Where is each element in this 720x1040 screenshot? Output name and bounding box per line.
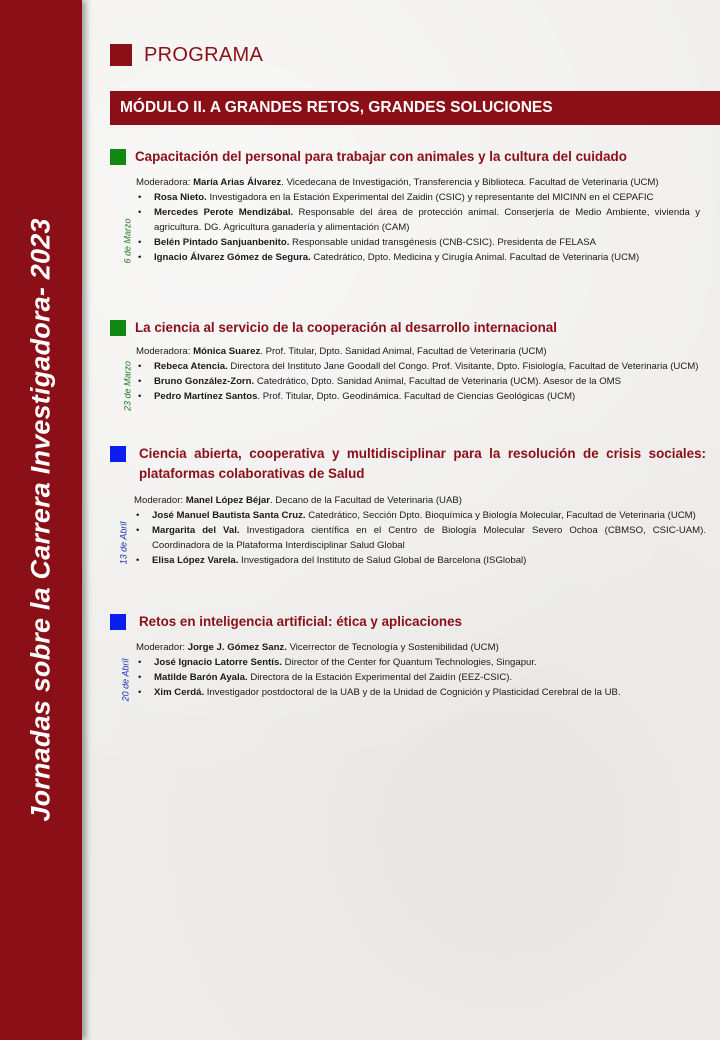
session-4 [110, 612, 700, 700]
session-date: 6 de Marzo [122, 218, 133, 264]
session-date: 13 de Abril [118, 521, 129, 565]
moderator-name: Jorge J. Gómez Sanz. [187, 642, 287, 653]
green-square-icon [110, 149, 126, 165]
moderator-line: Moderadora: Mónica Suarez. Prof. Titular, Dpto. Sanidad Animal, Facultad de Veterinaria (UCM) [136, 346, 547, 357]
event-title: Jornadas sobre la Carrera Investigadora- 2023 [25, 218, 56, 822]
moderator-name: María Arias Álvarez [193, 177, 282, 188]
session-3 [110, 444, 706, 568]
speaker-item: • Xim Cerdá. Investigador postdoctoral de la UAB y de la Unidad de Cognición y Plasticidad Cerebral de la UB. [136, 685, 700, 700]
speaker-list [134, 508, 706, 568]
module-title-bar [110, 91, 720, 125]
session-title: Ciencia abierta, cooperativa y multidisciplinar para la resolución de crisis sociales: plataformas colaborativas de Salud [139, 446, 706, 481]
programa-label: PROGRAMA [144, 43, 264, 66]
side-band [0, 0, 82, 1040]
session-date: 20 de Abril [120, 658, 131, 702]
moderator-line: Moderador: Manel López Béjar. Decano de la Facultad de Veterinaria (UAB) [134, 495, 462, 506]
speaker-list [136, 359, 700, 404]
speaker-list [136, 190, 700, 265]
speaker-item: • Mercedes Perote Mendizábal. Responsable del área de protección animal. Conserjería de Medio Ambiente, vivienda y agricultura. DG. Agricultura ganadería y alimentación (CAM) [136, 205, 700, 235]
blue-square-icon [110, 614, 126, 630]
speaker-item: • José Ignacio Latorre Sentís. Director of the Center for Quantum Technologies, Singapur. [136, 655, 700, 670]
speaker-list [136, 655, 700, 700]
speaker-item: • Rebeca Atencia. Directora del Instituto Jane Goodall del Congo. Prof. Visitante, Dpto. Fisiología, Facultad de Veterinaria (UCM) [136, 359, 700, 374]
moderator-line: Moderador: Jorge J. Gómez Sanz. Vicerrector de Tecnología y Sostenibilidad (UCM) [136, 642, 499, 653]
green-square-icon [110, 320, 126, 336]
moderator-line: Moderadora: María Arias Álvarez. Vicedecana de Investigación, Transferencia y Biblioteca. Facultad de Veterinaria (UCM) [136, 177, 659, 188]
blue-square-icon [110, 446, 126, 462]
speaker-item: • Matilde Barón Ayala. Directora de la Estación Experimental del Zaidín (EEZ-CSIC). [136, 670, 700, 685]
speaker-item: • Ignacio Álvarez Gómez de Segura. Catedrático, Dpto. Medicina y Cirugía Animal. Facultad de Veterinaria (UCM) [136, 250, 700, 265]
moderator-name: Mónica Suarez [193, 346, 261, 357]
speaker-item: • Bruno González-Zorn. Catedrático, Dpto. Sanidad Animal, Facultad de Veterinaria (UCM). Asesor de la OMS [136, 374, 700, 389]
speaker-item: • Elisa López Varela. Investigadora del Instituto de Salud Global de Barcelona (ISGlobal) [134, 553, 706, 568]
session-2 [110, 318, 700, 412]
session-date: 23 de Marzo [122, 360, 133, 412]
square-bullet-icon [110, 44, 132, 66]
speaker-item: • Rosa Nieto. Investigadora en la Estación Experimental del Zaidin (CSIC) y representante del MICINN en el CEPAFIC [136, 190, 700, 205]
moderator-name: Manel López Béjar [185, 495, 270, 506]
session-1 [110, 147, 700, 265]
speaker-item: • Belén Pintado Sanjuanbenito. Responsable unidad transgénesis (CNB-CSIC). Presidenta de FELASA [136, 235, 700, 250]
session-title: Retos en inteligencia artificial: ética y aplicaciones [139, 614, 462, 629]
session-title: La ciencia al servicio de la cooperación al desarrollo internacional [135, 320, 557, 335]
speaker-item: • José Manuel Bautista Santa Cruz. Catedrático, Sección Dpto. Bioquímica y Biología Molecular, Facultad de Veterinaria (UCM) [134, 508, 706, 523]
module-title: MÓDULO II. A GRANDES RETOS, GRANDES SOLUCIONES [120, 99, 553, 116]
speaker-item: • Margarita del Val. Investigadora científica en el Centro de Biología Molecular Severo Ochoa (CBMSO, CSIC-UAM). Coordinadora de la Plataforma Interdisciplinar Salud Global [134, 523, 706, 553]
session-title: Capacitación del personal para trabajar con animales y la cultura del cuidado [135, 149, 627, 164]
speaker-item: • Pedro Martínez Santos. Prof. Titular, Dpto. Geodinámica. Facultad de Ciencias Geológicas (UCM) [136, 389, 700, 404]
programa-heading [110, 44, 263, 66]
